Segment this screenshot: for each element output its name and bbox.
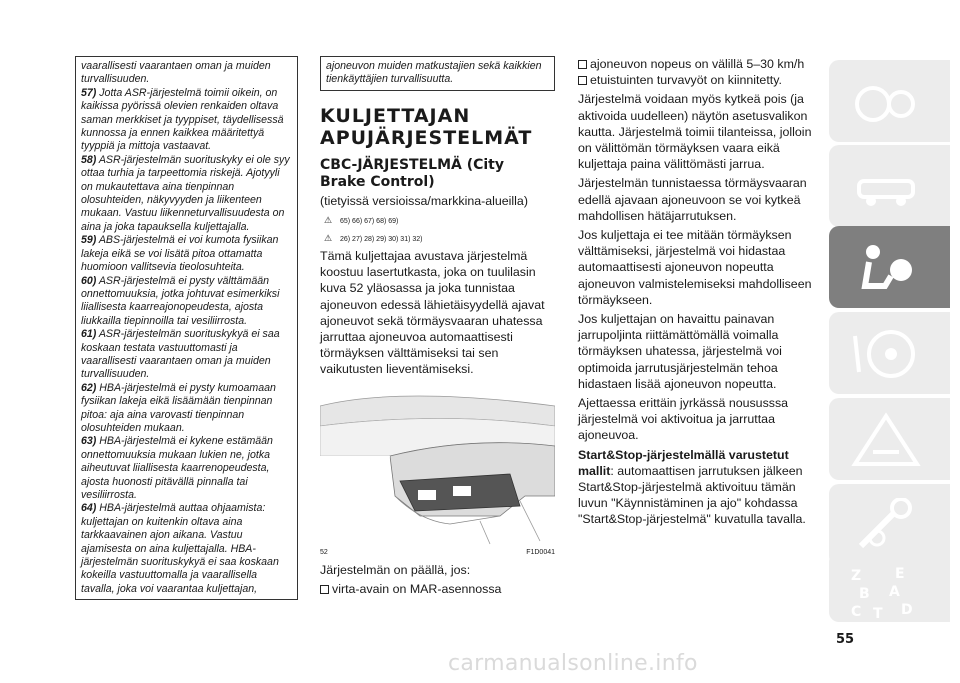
note-59: 59) ABS-järjestelmä ei voi kumota fysiikan lakeja eikä se voi lisätä pitoa ottamatta huomioon vallitsevia tieolosuhteita. (81, 234, 279, 274)
paragraph-auto-slowdown: Jos kuljettaja ei tee mitään törmäyksen välttämiseksi, järjestelmä voi hidastaa automaattisesti ajoneuvon nopeutta ajoneuvon valmistelemiseksi mahdolliseen törmäykseen. (578, 228, 812, 307)
warning-reference-numbers: 65) 66) 67) 68) 69) (340, 218, 399, 226)
paragraph-deactivation: Järjestelmä voidaan myös kytkeä pois (ja aktivoida uudelleen) näytön asetusvalikon kautta. Järjestelmä toimii tilanteissa, jolloin on välittömän törmäyksen vaara eikä kuljettaja paina välittömästi jarrua. (578, 92, 812, 172)
continued-warning-text: ajoneuvon muiden matkustajien sekä kaikkien tienkäyttäjien turvallisuutta. (326, 60, 542, 86)
warning-car-icon (851, 412, 921, 466)
warning-notes-box (75, 56, 298, 600)
caution-reference-numbers: 26) 27) 28) 29) 30) 31) 32) (340, 236, 423, 244)
paragraph-steep-climb: Ajettaessa erittäin jyrkässä noususssa järjestelmä voi aktivoitua ja jarruttaa ajoneuvoa. (578, 396, 789, 443)
tab-starting-driving[interactable] (829, 312, 950, 394)
paragraph-emergency-braking: Järjestelmän tunnistaessa törmäysvaaran edellä ajavaan ajoneuvoon se voi kytkeä mahdollisen hätäjarrutuksen. (578, 176, 807, 223)
tab-emergency[interactable] (829, 398, 950, 480)
airbag-seat-icon (851, 240, 921, 294)
continuation-column (578, 56, 815, 531)
start-stop-text: : automaattisen jarrutuksen jälkeen Start&Stop-järjestelmä aktivoituu tämän luvun "Käynnistäminen ja ajo" kohdassa "Start&Stop-järjestelmä" kuvatulla tavalla. (578, 463, 806, 527)
section-heading-line2: APUJÄRJESTELMÄT (320, 126, 533, 149)
tab-car[interactable] (829, 145, 950, 227)
svg-text:C: C (851, 604, 862, 620)
windshield-sensor-figure (320, 386, 555, 556)
note-60: 60) ASR-järjestelmä ei pysty välttämään onnettomuuksia, jotka johtuvat esimerkiksi liiallisesta kaarreajonopeudesta, ajosta liukkailla tiepinnoilla tai vesiliirrosta. (81, 274, 280, 327)
steering-wheel-icon (851, 326, 921, 380)
svg-text:E: E (895, 566, 905, 582)
page-number: 55 (836, 632, 855, 647)
section-heading (320, 105, 555, 149)
note-61: 61) ASR-järjestelmän suorituskykyä ei saa koskaan testata vastuuttomasti ja vaarallisesti vaarantaen oman ja muiden turvallisuuden. (81, 328, 280, 381)
figure-code: F1D0041 (526, 548, 555, 556)
note-0: vaarallisesti vaarantaen oman ja muiden turvallisuuden. (81, 60, 271, 86)
index-letters-icon (851, 566, 921, 620)
caution-icon: ⚠ (324, 233, 333, 244)
tab-safety[interactable] (829, 226, 950, 308)
svg-text:T: T (873, 606, 883, 620)
condition-item-seatbelts: etuistuinten turvavyöt on kiinnitetty. (578, 72, 815, 88)
windshield-illustration (320, 386, 555, 546)
subsection-heading-line1: CBC-JÄRJESTELMÄ (City (320, 156, 504, 173)
note-57: 57) Jotta ASR-järjestelmä toimii oikein, on kaikissa pyörissä olevien renkaiden oltava saman merkkiset ja tyyppiset, täydellisessä kunnossa ja ennen kaikkea määritettyä tyyppiä ja mittoja vastaavat. (81, 86, 284, 153)
warning-triangle-icon: ⚠ (324, 215, 333, 226)
car-icon (851, 159, 921, 213)
main-column (320, 56, 555, 597)
tab-index[interactable] (829, 552, 950, 622)
condition-item-key: virta-avain on MAR-asennossa (320, 581, 555, 597)
activation-conditions-intro: Järjestelmän on päällä, jos: (320, 562, 471, 577)
start-stop-subheading: Start&Stop-järjestelmällä varustetut mallit (578, 447, 789, 478)
dashboard-icon (851, 74, 921, 128)
caution-references (324, 230, 555, 248)
availability-note: (tietyissä versioissa/markkina-alueilla) (320, 193, 528, 208)
note-63: 63) HBA-järjestelmä ei kykene estämään onnettomuuksia mukaan lukien ne, jotka aiheutuvat liiallisesta kaarrenopeudesta, ajosta huonosti pitävällä pinnalla tai vesiliirrosta. (81, 435, 273, 501)
figure-number: 52 (320, 548, 328, 556)
sensor-window-left (418, 490, 436, 500)
svg-text:A: A (889, 584, 900, 600)
note-64: 64) HBA-järjestelmä auttaa ohjaamista: kuljettajan on kuitenkin oltava aina tarkkaavainen ajon aikana. Vastuu ajamisesta on aina kuljettajalla. HBA-järjestelmän suorituskykyä ei saa koskaan kokeilla vastuuttomalla ja vaarallisella tavalla, joka voi vaarantaa kuljettajan, (81, 502, 279, 595)
svg-text:Z: Z (851, 568, 862, 584)
svg-text:B: B (859, 586, 870, 602)
subsection-heading (320, 157, 555, 191)
note-58: 58) ASR-järjestelmän suorituskyky ei ole syy ottaa turhia ja tarpeettomia riskejä. Ajotyyli on mukautettava aina tienpinnan olosuhteiden, näkyvyyden ja liikenteen mukaan. Vastuu liikenneturvallisuudesta on aina ja joka tapauksella kuljettajalla. (81, 153, 290, 233)
warnings-column (75, 56, 298, 600)
paragraph-start-stop (578, 447, 815, 528)
wrench-icon (851, 498, 921, 552)
subsection-heading-line2: Brake Control) (320, 173, 435, 190)
sensor-window-right (453, 486, 471, 496)
condition-item-speed: ajoneuvon nopeus on välillä 5–30 km/h (578, 56, 815, 72)
continued-warning-box (320, 56, 555, 91)
warning-references (324, 212, 555, 230)
tab-dashboard[interactable] (829, 60, 950, 142)
paragraph-brake-assist: Jos kuljettajan on havaittu painavan jarrupoljinta riittämättömällä voimalla törmäyksen uhatessa, järjestelmä voi optimoida jarrutusjärjestelmän tehoa hidastaen lisää ajoneuvon nopeutta. (578, 312, 782, 391)
intro-paragraph: Tämä kuljettajaa avustava järjestelmä koostuu lasertutkasta, joka on tuulilasin kuva 52 yläosassa ja joka tunnistaa ajoneuvon edessä lähietäisyydellä ajavat ajoneuvot sekä törmäysvaaran uhatessa jarruttaa ajoneuvoa automaattisesti törmäyksen välttämiseksi tai sen vaikutusten lieventämiseksi. (320, 249, 545, 377)
watermark-text: carmanualsonline.info (448, 651, 698, 676)
section-heading-line1: KULJETTAJAN (320, 104, 471, 127)
svg-text:D: D (901, 602, 913, 618)
note-62: 62) HBA-järjestelmä ei pysty kumoamaan fysiikan lakeja eikä lisäämään tienpinnan pitoa: aja aina varovasti tienpinnan olosuhteiden mukaan. (81, 381, 276, 434)
